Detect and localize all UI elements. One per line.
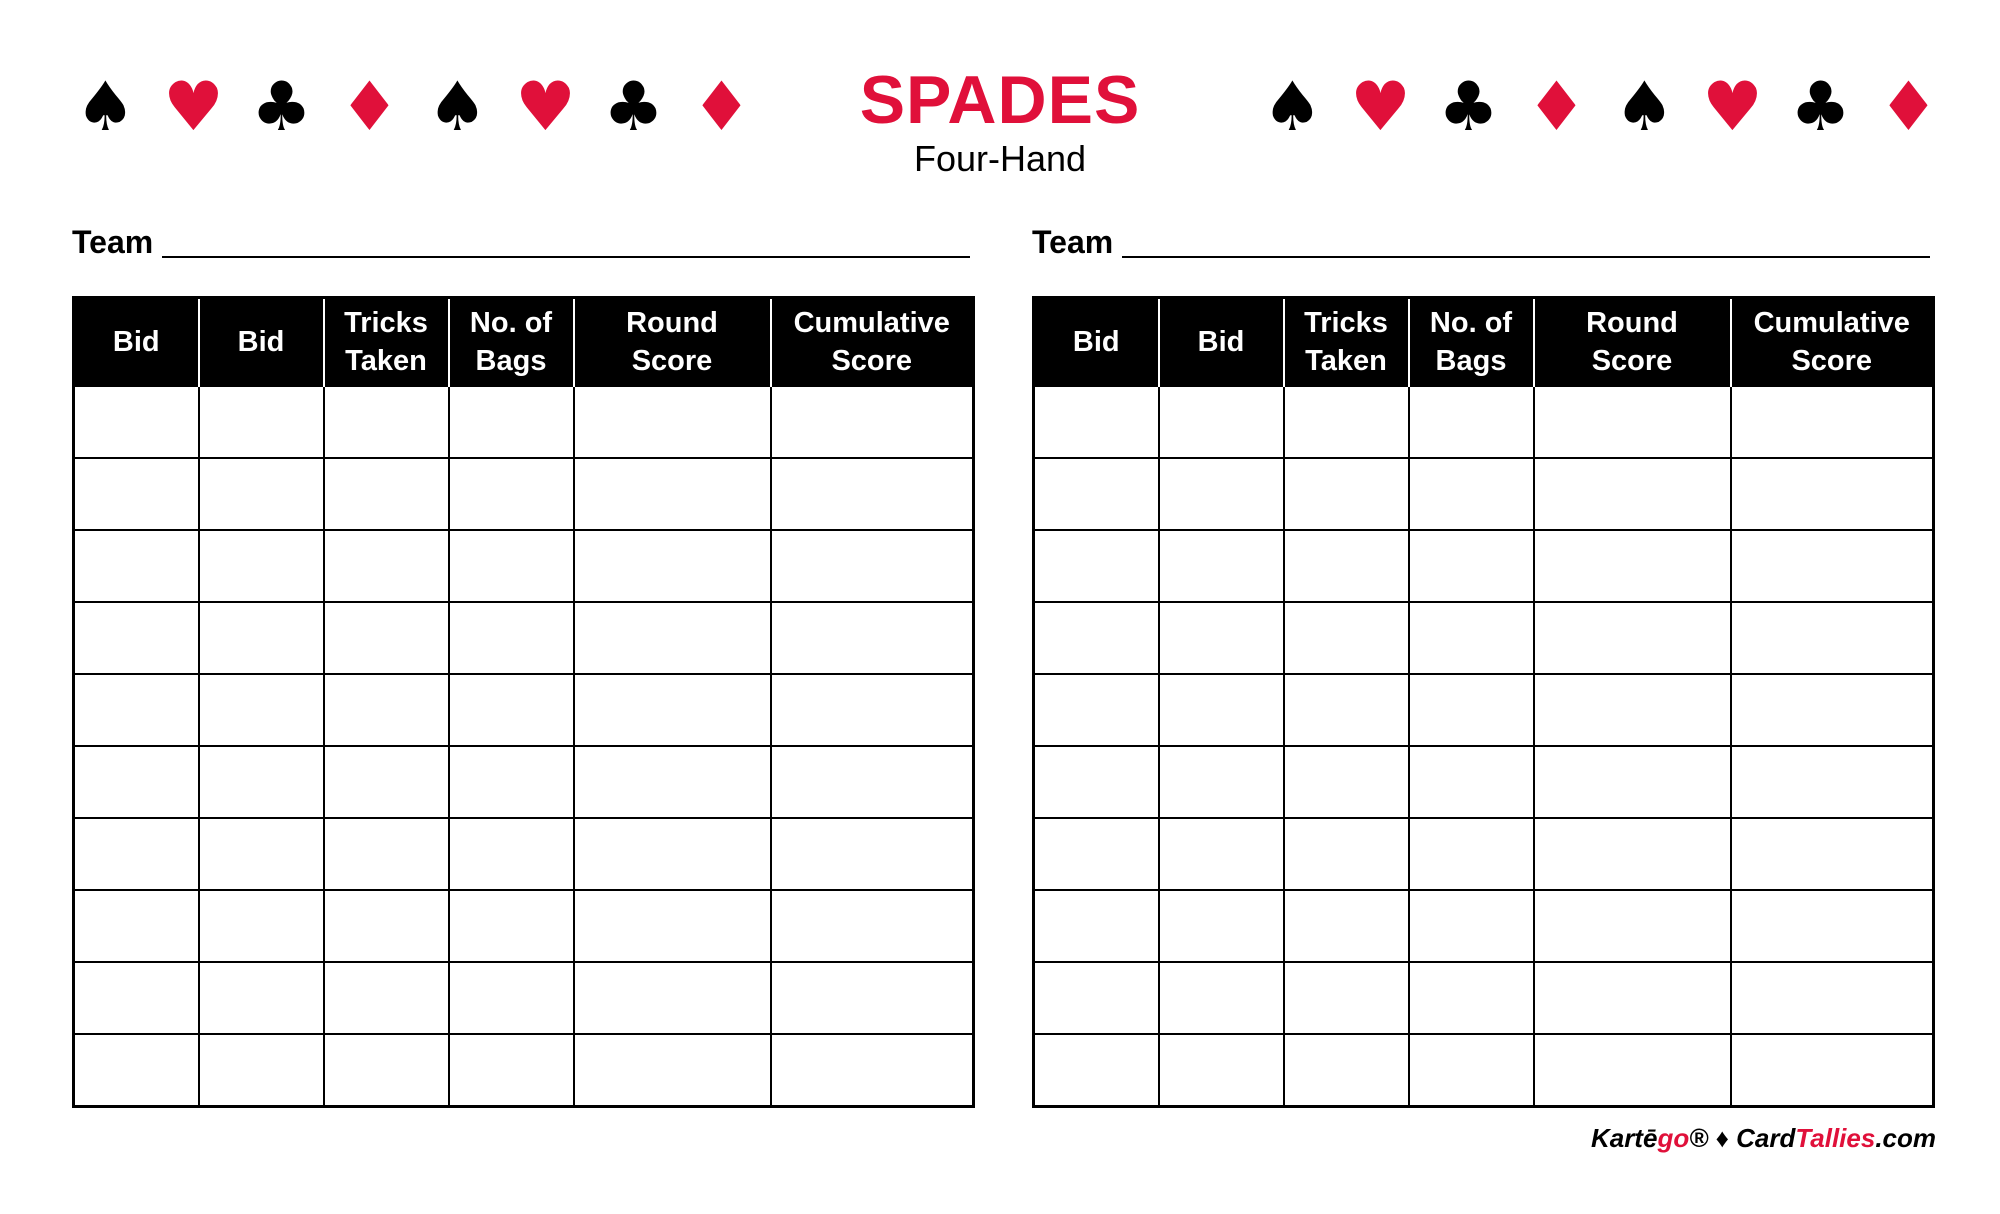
brand-name-accent: go [1657, 1123, 1690, 1153]
score-cell[interactable] [1409, 746, 1534, 818]
score-row [1034, 746, 1934, 818]
score-row [1034, 962, 1934, 1034]
header-row [1034, 298, 1934, 387]
score-row [74, 818, 974, 890]
header-row [74, 298, 974, 387]
score-row [74, 890, 974, 962]
score-cell[interactable] [1159, 746, 1284, 818]
score-cell[interactable] [574, 890, 771, 962]
score-cell[interactable] [1534, 1034, 1731, 1107]
score-cell[interactable] [1034, 1034, 1159, 1107]
score-cell[interactable] [1409, 674, 1534, 746]
team-label: Team [72, 224, 154, 260]
column-header: Bid [199, 298, 324, 387]
score-row [1034, 674, 1934, 746]
score-cell[interactable] [1284, 746, 1409, 818]
score-cell[interactable] [449, 458, 574, 530]
team-name-field[interactable] [1122, 256, 1930, 258]
score-row [74, 530, 974, 602]
score-cell[interactable] [1159, 602, 1284, 674]
score-cell[interactable] [1159, 674, 1284, 746]
column-header: Cumulative Score [1731, 298, 1934, 387]
score-cell[interactable] [74, 1034, 199, 1107]
score-cell[interactable] [324, 386, 449, 458]
column-header: Cumulative Score [771, 298, 974, 387]
club-icon: ♣ [1790, 68, 1851, 147]
score-cell[interactable] [1284, 602, 1409, 674]
column-header: Bid [1034, 298, 1159, 387]
score-cell[interactable] [74, 458, 199, 530]
score-row [1034, 530, 1934, 602]
score-cell[interactable] [1034, 890, 1159, 962]
suit-row-left [75, 68, 755, 147]
score-cell[interactable] [1534, 674, 1731, 746]
site-name: Card [1736, 1123, 1796, 1153]
score-cell[interactable] [1284, 1034, 1409, 1107]
column-header: Tricks Taken [324, 298, 449, 387]
score-cell[interactable] [1284, 890, 1409, 962]
heart-icon: ♥ [163, 68, 224, 147]
score-cell[interactable] [1534, 746, 1731, 818]
score-cell[interactable] [324, 962, 449, 1034]
score-cell[interactable] [74, 890, 199, 962]
score-cell[interactable] [574, 458, 771, 530]
score-cell[interactable] [1159, 818, 1284, 890]
score-cell[interactable] [1159, 530, 1284, 602]
brand-name: Kartē [1590, 1123, 1658, 1153]
score-cell[interactable] [1034, 386, 1159, 458]
score-cell[interactable] [1159, 1034, 1284, 1107]
score-row [1034, 818, 1934, 890]
score-cell[interactable] [771, 962, 974, 1034]
score-cell[interactable] [1159, 458, 1284, 530]
score-row [1034, 1034, 1934, 1107]
score-cell[interactable] [574, 530, 771, 602]
score-cell[interactable] [324, 602, 449, 674]
score-cell[interactable] [574, 674, 771, 746]
team-label: Team [1032, 224, 1114, 260]
score-cell[interactable] [74, 530, 199, 602]
score-cell[interactable] [199, 1034, 324, 1107]
score-cell[interactable] [74, 818, 199, 890]
score-cell[interactable] [1534, 530, 1731, 602]
club-icon: ♣ [251, 68, 312, 147]
score-cell[interactable] [771, 746, 974, 818]
spade-icon: ♠ [427, 68, 488, 147]
spade-icon: ♠ [75, 68, 136, 147]
score-sheet-left [72, 296, 972, 1096]
score-cell[interactable] [1731, 1034, 1934, 1107]
score-cell[interactable] [1409, 1034, 1534, 1107]
score-cell[interactable] [1534, 386, 1731, 458]
score-cell[interactable] [449, 386, 574, 458]
score-cell[interactable] [74, 602, 199, 674]
score-cell[interactable] [574, 386, 771, 458]
score-cell[interactable] [771, 674, 974, 746]
score-cell[interactable] [199, 386, 324, 458]
score-cell[interactable] [1284, 818, 1409, 890]
score-cell[interactable] [574, 746, 771, 818]
score-cell[interactable] [574, 1034, 771, 1107]
score-cell[interactable] [324, 458, 449, 530]
team-name-left [72, 222, 970, 262]
score-cell[interactable] [771, 386, 974, 458]
club-icon: ♣ [1438, 68, 1499, 147]
spade-icon: ♠ [1262, 68, 1323, 147]
score-cell[interactable] [574, 602, 771, 674]
diamond-icon: ♦ [691, 68, 752, 147]
score-row [74, 602, 974, 674]
column-header: Round Score [1534, 298, 1731, 387]
score-cell[interactable] [449, 602, 574, 674]
footer-credit [1591, 1122, 1936, 1154]
score-cell[interactable] [1159, 962, 1284, 1034]
score-cell[interactable] [771, 890, 974, 962]
score-row [1034, 890, 1934, 962]
score-cell[interactable] [1409, 962, 1534, 1034]
score-row [74, 1034, 974, 1107]
score-cell[interactable] [1534, 818, 1731, 890]
score-cell[interactable] [1534, 458, 1731, 530]
score-cell[interactable] [1284, 962, 1409, 1034]
score-cell[interactable] [1409, 890, 1534, 962]
score-cell[interactable] [1409, 458, 1534, 530]
score-cell[interactable] [1284, 458, 1409, 530]
club-icon: ♣ [603, 68, 664, 147]
score-cell[interactable] [74, 746, 199, 818]
score-cell[interactable] [574, 962, 771, 1034]
score-cell[interactable] [324, 746, 449, 818]
score-cell[interactable] [574, 818, 771, 890]
score-row [1034, 602, 1934, 674]
score-cell[interactable] [1731, 674, 1934, 746]
score-cell[interactable] [1284, 530, 1409, 602]
score-cell[interactable] [74, 962, 199, 1034]
score-cell[interactable] [1159, 386, 1284, 458]
score-cell[interactable] [1731, 818, 1934, 890]
score-cell[interactable] [199, 890, 324, 962]
score-cell[interactable] [1409, 602, 1534, 674]
score-cell[interactable] [74, 386, 199, 458]
header [800, 62, 1200, 180]
score-cell[interactable] [1534, 962, 1731, 1034]
score-cell[interactable] [449, 890, 574, 962]
score-cell[interactable] [449, 530, 574, 602]
score-cell[interactable] [1284, 674, 1409, 746]
score-cell[interactable] [324, 890, 449, 962]
score-cell[interactable] [74, 674, 199, 746]
page-title: SPADES [859, 62, 1141, 138]
score-cell[interactable] [1731, 602, 1934, 674]
score-cell[interactable] [771, 1034, 974, 1107]
team-name-right [1032, 222, 1930, 262]
score-cell[interactable] [199, 530, 324, 602]
score-cell[interactable] [199, 818, 324, 890]
score-cell[interactable] [1159, 890, 1284, 962]
score-sheet-right [1032, 296, 1932, 1096]
score-cell[interactable] [771, 818, 974, 890]
heart-icon: ♥ [1702, 68, 1763, 147]
score-cell[interactable] [1534, 602, 1731, 674]
score-cell[interactable] [1034, 818, 1159, 890]
team-name-field[interactable] [162, 256, 970, 258]
score-table [1032, 296, 1935, 1108]
score-rows [1034, 386, 1934, 1107]
score-cell[interactable] [449, 674, 574, 746]
diamond-separator-icon: ♦ [1708, 1123, 1737, 1153]
score-cell[interactable] [449, 1034, 574, 1107]
column-header: Bid [1159, 298, 1284, 387]
diamond-icon: ♦ [1526, 68, 1587, 147]
score-row [1034, 458, 1934, 530]
score-cell[interactable] [1731, 530, 1934, 602]
score-cell[interactable] [324, 818, 449, 890]
score-row [74, 386, 974, 458]
score-cell[interactable] [449, 746, 574, 818]
score-cell[interactable] [1034, 530, 1159, 602]
score-cell[interactable] [1284, 386, 1409, 458]
score-cell[interactable] [1534, 890, 1731, 962]
score-row [74, 458, 974, 530]
score-row [1034, 386, 1934, 458]
score-cell[interactable] [1731, 386, 1934, 458]
heart-icon: ♥ [1350, 68, 1411, 147]
heart-icon: ♥ [515, 68, 576, 147]
score-table [72, 296, 975, 1108]
score-cell[interactable] [1034, 746, 1159, 818]
score-cell[interactable] [1409, 818, 1534, 890]
score-cell[interactable] [1034, 602, 1159, 674]
site-domain: .com [1875, 1123, 1936, 1153]
column-header: Tricks Taken [1284, 298, 1409, 387]
column-header: Round Score [574, 298, 771, 387]
score-cell[interactable] [324, 674, 449, 746]
score-cell[interactable] [771, 530, 974, 602]
score-cell[interactable] [199, 602, 324, 674]
score-cell[interactable] [324, 1034, 449, 1107]
score-rows [74, 386, 974, 1107]
score-row [74, 674, 974, 746]
spade-icon: ♠ [1614, 68, 1675, 147]
score-cell[interactable] [199, 962, 324, 1034]
score-cell[interactable] [199, 674, 324, 746]
score-cell[interactable] [1731, 890, 1934, 962]
column-header: No. of Bags [449, 298, 574, 387]
registered-mark: ® [1689, 1123, 1709, 1153]
site-name-accent: Tallies [1795, 1123, 1876, 1153]
diamond-icon: ♦ [1878, 68, 1939, 147]
score-cell[interactable] [771, 602, 974, 674]
score-cell[interactable] [1034, 962, 1159, 1034]
column-header: No. of Bags [1409, 298, 1534, 387]
score-cell[interactable] [1731, 458, 1934, 530]
score-cell[interactable] [1409, 386, 1534, 458]
score-cell[interactable] [449, 962, 574, 1034]
score-row [74, 746, 974, 818]
suit-row-right [1262, 68, 1942, 147]
score-cell[interactable] [324, 530, 449, 602]
diamond-icon: ♦ [339, 68, 400, 147]
column-header: Bid [74, 298, 199, 387]
score-cell[interactable] [1731, 746, 1934, 818]
score-cell[interactable] [199, 746, 324, 818]
score-cell[interactable] [1731, 962, 1934, 1034]
page-subtitle: Four-Hand [913, 138, 1087, 179]
score-cell[interactable] [771, 458, 974, 530]
score-cell[interactable] [1034, 458, 1159, 530]
score-cell[interactable] [1409, 530, 1534, 602]
score-row [74, 962, 974, 1034]
score-cell[interactable] [449, 818, 574, 890]
score-cell[interactable] [1034, 674, 1159, 746]
score-cell[interactable] [199, 458, 324, 530]
